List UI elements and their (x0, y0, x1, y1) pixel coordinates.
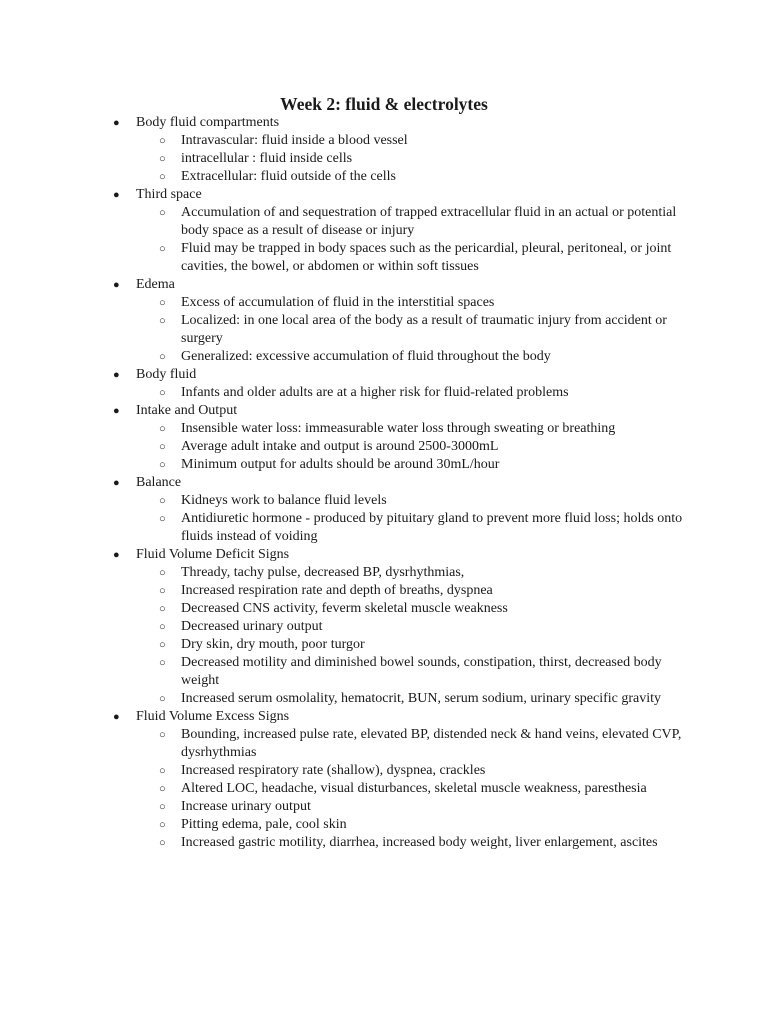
point-text: intracellular : fluid inside cells (181, 151, 353, 166)
hollow-bullet-icon: ○ (159, 621, 166, 633)
hollow-bullet-icon: ○ (159, 387, 166, 399)
list-item (0, 510, 768, 546)
hollow-bullet-icon: ○ (159, 135, 166, 147)
hollow-bullet-icon: ○ (159, 639, 166, 651)
hollow-bullet-icon: ○ (159, 765, 166, 777)
page-title: Week 2: fluid & electrolytes (280, 94, 488, 114)
section-points (136, 204, 768, 276)
list-item (0, 582, 768, 600)
hollow-bullet-icon: ○ (159, 801, 166, 813)
filled-bullet-icon: ● (113, 369, 120, 381)
hollow-bullet-icon: ○ (159, 729, 166, 741)
hollow-bullet-icon: ○ (159, 603, 166, 615)
list-item (0, 384, 768, 402)
section-points (136, 294, 768, 366)
section-heading: Edema (136, 277, 175, 292)
list-item (0, 726, 768, 762)
point-text: Increased serum osmolality, hematocrit, BUN, serum sodium, urinary specific gravity (181, 691, 662, 706)
point-text: Fluid may be trapped in body spaces such as the pericardial, pleural, peritoneal, or joint cavities, the bowel, or abdomen or within soft tissues (181, 241, 672, 274)
hollow-bullet-icon: ○ (159, 207, 166, 219)
section-points (136, 492, 768, 546)
list-item (0, 492, 768, 510)
section-heading: Third space (136, 187, 202, 202)
list-item (0, 690, 768, 708)
section-item (0, 546, 768, 708)
section-points (136, 384, 768, 402)
list-item (0, 150, 768, 168)
point-text: Thready, tachy pulse, decreased BP, dysrhythmias, (181, 565, 465, 580)
hollow-bullet-icon: ○ (159, 513, 166, 525)
section-heading: Body fluid (136, 367, 197, 382)
hollow-bullet-icon: ○ (159, 783, 166, 795)
point-text: Insensible water loss: immeasurable water loss through sweating or breathing (181, 421, 616, 436)
list-item (0, 348, 768, 366)
hollow-bullet-icon: ○ (159, 693, 166, 705)
list-item (0, 204, 768, 240)
section-points (136, 420, 768, 474)
point-text: Intravascular: fluid inside a blood vessel (181, 133, 408, 148)
list-item (0, 438, 768, 456)
point-text: Antidiuretic hormone - produced by pituitary gland to prevent more fluid loss; holds onto fluids instead of voiding (181, 511, 683, 544)
list-item (0, 618, 768, 636)
point-text: Decreased CNS activity, feverm skeletal muscle weakness (181, 601, 508, 616)
point-text: Infants and older adults are at a higher risk for fluid-related problems (181, 385, 569, 400)
filled-bullet-icon: ● (113, 405, 120, 417)
hollow-bullet-icon: ○ (159, 315, 166, 327)
point-text: Minimum output for adults should be around 30mL/hour (181, 457, 500, 472)
section-item (0, 276, 768, 366)
filled-bullet-icon: ● (113, 549, 120, 561)
point-text: Average adult intake and output is around 2500-3000mL (181, 439, 499, 454)
list-item (0, 456, 768, 474)
point-text: Pitting edema, pale, cool skin (181, 817, 347, 832)
point-text: Generalized: excessive accumulation of fluid throughout the body (181, 349, 551, 364)
hollow-bullet-icon: ○ (159, 297, 166, 309)
section-item (0, 114, 768, 186)
point-text: Altered LOC, headache, visual disturbances, skeletal muscle weakness, paresthesia (181, 781, 647, 796)
point-text: Decreased motility and diminished bowel sounds, constipation, thirst, decreased body weight (181, 655, 662, 688)
list-item (0, 294, 768, 312)
list-item (0, 168, 768, 186)
point-text: Localized: in one local area of the body as a result of traumatic injury from accident or surgery (181, 313, 667, 346)
point-text: Dry skin, dry mouth, poor turgor (181, 637, 365, 652)
point-text: Increased gastric motility, diarrhea, increased body weight, liver enlargement, ascites (181, 835, 658, 850)
point-text: Excess of accumulation of fluid in the interstitial spaces (181, 295, 495, 310)
hollow-bullet-icon: ○ (159, 171, 166, 183)
list-item (0, 240, 768, 276)
list-item (0, 816, 768, 834)
filled-bullet-icon: ● (113, 189, 120, 201)
section-heading: Fluid Volume Deficit Signs (136, 547, 290, 562)
section-heading: Fluid Volume Excess Signs (136, 709, 290, 724)
list-item (0, 564, 768, 582)
section-points (136, 726, 768, 852)
point-text: Increased respiration rate and depth of breaths, dyspnea (181, 583, 493, 598)
hollow-bullet-icon: ○ (159, 351, 166, 363)
filled-bullet-icon: ● (113, 117, 120, 129)
section-item (0, 474, 768, 546)
list-item (0, 780, 768, 798)
list-item (0, 420, 768, 438)
hollow-bullet-icon: ○ (159, 441, 166, 453)
hollow-bullet-icon: ○ (159, 423, 166, 435)
list-item (0, 762, 768, 780)
point-text: Decreased urinary output (181, 619, 323, 634)
hollow-bullet-icon: ○ (159, 153, 166, 165)
filled-bullet-icon: ● (113, 711, 120, 723)
hollow-bullet-icon: ○ (159, 243, 166, 255)
section-item (0, 186, 768, 276)
hollow-bullet-icon: ○ (159, 837, 166, 849)
list-item (0, 600, 768, 618)
section-heading: Body fluid compartments (136, 115, 280, 130)
list-item (0, 654, 768, 690)
point-text: Extracellular: fluid outside of the cells (181, 169, 396, 184)
section-heading: Intake and Output (136, 403, 238, 418)
list-item (0, 798, 768, 816)
section-points (136, 564, 768, 708)
list-item (0, 312, 768, 348)
point-text: Bounding, increased pulse rate, elevated BP, distended neck & hand veins, elevated CVP, dysrhythmias (181, 727, 682, 760)
list-item (0, 636, 768, 654)
filled-bullet-icon: ● (113, 477, 120, 489)
hollow-bullet-icon: ○ (159, 657, 166, 669)
section-points (136, 132, 768, 186)
hollow-bullet-icon: ○ (159, 819, 166, 831)
point-text: Increase urinary output (181, 799, 311, 814)
point-text: Kidneys work to balance fluid levels (181, 493, 387, 508)
hollow-bullet-icon: ○ (159, 585, 166, 597)
hollow-bullet-icon: ○ (159, 567, 166, 579)
point-text: Increased respiratory rate (shallow), dyspnea, crackles (181, 763, 486, 778)
filled-bullet-icon: ● (113, 279, 120, 291)
hollow-bullet-icon: ○ (159, 495, 166, 507)
point-text: Accumulation of and sequestration of trapped extracellular fluid in an actual or potential body space as a result of disease or injury (181, 205, 677, 238)
list-item (0, 132, 768, 150)
hollow-bullet-icon: ○ (159, 459, 166, 471)
section-item (0, 402, 768, 474)
section-item (0, 708, 768, 852)
list-item (0, 834, 768, 852)
section-item (0, 366, 768, 402)
outline-list (0, 114, 768, 852)
section-heading: Balance (136, 475, 182, 490)
